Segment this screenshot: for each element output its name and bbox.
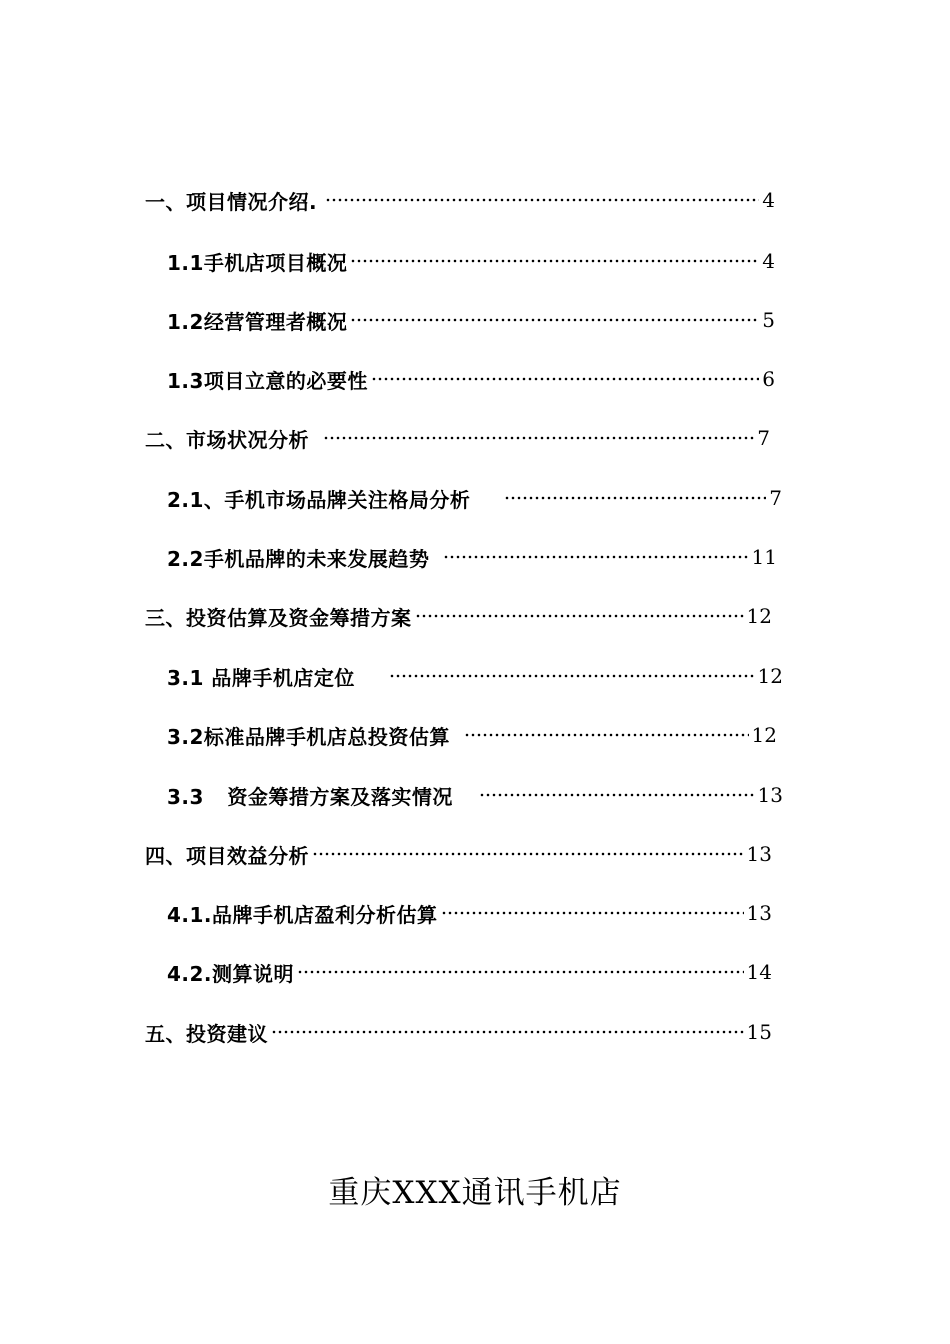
toc-entry-label: 1.2经营管理者概况 (167, 309, 348, 334)
toc-dot-leader (297, 970, 744, 974)
toc-entry-label: 1.1手机店项目概况 (167, 250, 348, 275)
toc-entry-label: 1.3项目立意的必要性 (167, 368, 368, 393)
toc-entry-2-1[interactable] (167, 483, 782, 513)
toc-entry-page: 14 (746, 960, 772, 984)
toc-entry-page: 7 (757, 426, 770, 450)
toc-entry-1-1[interactable] (167, 246, 775, 276)
toc-entry-label: 3.1 品牌手机店定位 (167, 665, 355, 690)
toc-entry-section-4[interactable] (145, 839, 772, 869)
toc-dot-leader (312, 852, 744, 856)
toc-entry-section-3[interactable] (145, 601, 772, 631)
toc-entry-page: 13 (757, 783, 783, 807)
toc-entry-3-1[interactable] (167, 661, 783, 691)
toc-entry-page: 4 (762, 188, 775, 212)
toc-dot-leader (271, 1030, 744, 1034)
toc-entry-page: 15 (746, 1020, 772, 1044)
toc-entry-3-3[interactable] (167, 780, 783, 810)
toc-dot-leader (504, 496, 766, 500)
toc-entry-label: 二、市场状况分析 (145, 427, 309, 452)
toc-entry-page: 12 (751, 723, 777, 747)
toc-dot-leader (350, 259, 759, 263)
toc-dot-leader (350, 318, 759, 322)
toc-entry-page: 4 (762, 249, 775, 273)
toc-entry-page: 12 (746, 604, 772, 628)
toc-entry-section-5[interactable] (145, 1017, 772, 1047)
toc-entry-label: 4.2.测算说明 (167, 961, 295, 986)
toc-entry-page: 5 (762, 308, 775, 332)
toc-entry-page: 6 (762, 367, 775, 391)
toc-dot-leader (323, 436, 754, 440)
toc-dot-leader (443, 555, 748, 559)
toc-entry-3-2[interactable] (167, 720, 777, 750)
toc-entry-label: 三、投资估算及资金筹措方案 (145, 605, 412, 630)
toc-dot-leader (464, 733, 749, 737)
toc-entry-label: 四、项目效益分析 (145, 843, 309, 868)
company-name: 重庆XXX通讯手机店 (328, 1175, 622, 1211)
toc-entry-1-2[interactable] (167, 305, 775, 335)
toc-entry-label: 五、投资建议 (145, 1021, 268, 1046)
toc-entry-page: 12 (757, 664, 783, 688)
toc-entry-page: 7 (769, 486, 782, 510)
toc-entry-label: 2.1、手机市场品牌关注格局分析 (167, 487, 471, 512)
toc-entry-label: 2.2手机品牌的未来发展趋势 (167, 546, 430, 571)
toc-dot-leader (479, 793, 755, 797)
toc-entry-page: 11 (751, 545, 777, 569)
toc-dot-leader (441, 911, 744, 915)
toc-dot-leader (325, 198, 759, 202)
toc-entry-page: 13 (746, 842, 772, 866)
toc-entry-4-2[interactable] (167, 957, 772, 987)
toc-entry-label: 3.2标准品牌手机店总投资估算 (167, 724, 450, 749)
toc-dot-leader (389, 674, 755, 678)
toc-entry-label: 4.1.品牌手机店盈利分析估算 (167, 902, 438, 927)
toc-entry-label: 一、项目情况介绍. (145, 189, 318, 214)
toc-dot-leader (415, 614, 744, 618)
toc-dot-leader (371, 377, 759, 381)
toc-entry-label: 3.3 资金筹措方案及落实情况 (167, 784, 453, 809)
toc-entry-page: 13 (746, 901, 772, 925)
toc-entry-1-3[interactable] (167, 364, 775, 394)
toc-entry-4-1[interactable] (167, 898, 772, 928)
toc-entry-section-2[interactable] (145, 423, 770, 453)
toc-entry-section-1[interactable] (145, 185, 775, 215)
toc-entry-2-2[interactable] (167, 542, 777, 572)
